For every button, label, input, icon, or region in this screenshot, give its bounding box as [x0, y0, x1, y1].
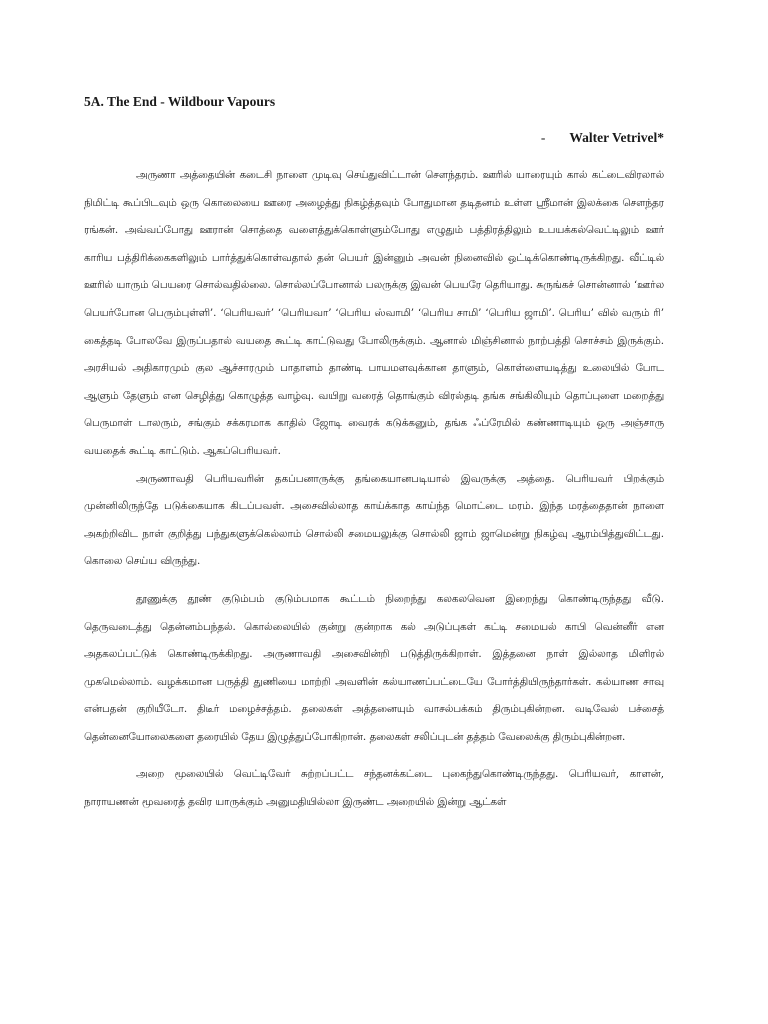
- paragraph-1: அருணா அத்தையின் கடைசி நாளை முடிவு செய்துவிட்டான் சௌந்தரம். ஊரில் யாரையும் கால் கட்டைவிரலால் நிமிட்டி கூப்பிடவும் ஒரு கொலையை ஊரை அழைத்து நிகழ்த்தவும் போதுமான தடிதனம் உள்ள ஸ்ரீமான் இலக்கை சௌந்தர ரங்கன். அவ்வப்போது ஊரான் சொத்தை வளைத்துக்கொள்ளும்போது எழுதும் பத்திரத்திலும் உபயக்கல்வெட்டிலும் ஊர் காரிய பத்திரிக்கைகளிலும் பார்த்துக்கொள்வதால் தன் பெயர் இன்னும் அவன் நினைவில் ஒட்டிக்கொண்டிருக்கிறது. வீட்டில் ஊரில் யாரும் பெயரை சொல்வதில்லை. சொல்லப்போனால் பலருக்கு இவன் பெயரே தெரியாது. சுருங்கச் சொன்னால் ‘ஊர்ல பெயர்போன பெரும்புள்ளி’. ‘பெரியவர்’ ‘பெரியவா’ ‘பெரிய ஸ்வாமி’ ‘பெரிய சாமி’ ‘பெரிய ஜாமி’. பெரிய’ வில் வரும் ரி’ கைத்தடி போலவே இருப்பதால் வயதை கூட்டி காட்டுவது போலிருக்கும். ஆனால் மிஞ்சினால் நாற்பத்தி சொச்சம் இருக்கும். அரசியல் அதிகாரமும் குல ஆச்சாரமும் பாதாளம் தாண்டி பாயமளவுக்கான தாளும், கொள்ளையடித்து உலையில் போட ஆளும் தேளும் என செழித்து கொழுத்த வாழ்வு. வயிறு வரைத் தொங்கும் விரல்தடி தங்க சங்கிலியும் தொப்புளை மறைத்து பெருமாள் டாலரும், சங்கும் சக்கரமாக காதில் ஜோடி வைரக் கடுக்கனும், தங்க ஃப்ரேமில் கண்ணாடியும் ஒரு அஞ்சாரு வயதைக் கூட்டி காட்டும். ஆகப்பெரியவர்.: [84, 169, 664, 457]
- author-name: Walter Vetrivel*: [569, 130, 664, 145]
- paragraph-3: தூணுக்கு தூண் குடும்பம் குடும்பமாக கூட்டம் நிறைந்து கலகலவென இறைந்து கொண்டிருந்தது வீடு. தெருவடைத்து தென்னம்பந்தல். கொல்லையில் குன்று குன்றாக கல் அடுப்புகள் கட்டி சமையல் காபி வென்னீர் என அதகலப்பட்டுக் கொண்டிருக்கிறது. அருணாவதி அசைவின்றி படுத்திருக்கிறாள். இத்தனை நாள் இல்லாத மிளிரல் முகமெல்லாம். வழக்கமான பருத்தி துணியை மாற்றி அவளின் கல்யாணப்பட்டையே போர்த்தியிருந்தார்கள். கல்யாண சாவு என்பதன் குறியீடோ. திடீர் மழைச்சத்தம். தலைகள் அத்தனையும் வாசல்பக்கம் திரும்புகின்றன. வடிவேல் பச்சைத் தென்னையோலைகளை தரையில் தேய இழுத்துப்போகிறான். தலைகள் சலிப்புடன் தத்தம் வேலைக்கு திரும்புகின்றன.: [84, 592, 664, 743]
- body-text: [84, 162, 664, 817]
- paragraph-4: அறை மூலையில் வெட்டிவேர் சுற்றப்பட்ட சந்தனக்கட்டை புகைந்துகொண்டிருந்தது. பெரியவர், காளன், நாராயணன் மூவரைத் தவிர யாருக்கும் அனுமதியில்லா இருண்ட அறையில் இன்று ஆட்கள்: [84, 768, 664, 809]
- paragraph-2: அருணாவதி பெரியவரின் தகப்பனாருக்கு தங்கையானபடியால் இவருக்கு அத்தை. பெரியவர் பிறக்கும் முன்னிலிருந்தே படுக்கையாக கிடப்பவள். அசைவில்லாத காய்க்காத காய்ந்த மொட்டை மரம். இந்த மரத்தைதான் நாளை அகற்றிவிட நாள் குறித்து பந்துகளுக்கெல்லாம் சொல்லி சமையலுக்கு சொல்லி ஜாம் ஜாமென்று நிகழ்வு ஆரம்பித்துவிட்டது. கொலை செய்ய விருந்து.: [84, 472, 664, 568]
- document-title: 5A. The End - Wildbour Vapours: [84, 94, 276, 109]
- author-line: [84, 130, 664, 146]
- author-dash: -: [540, 130, 546, 145]
